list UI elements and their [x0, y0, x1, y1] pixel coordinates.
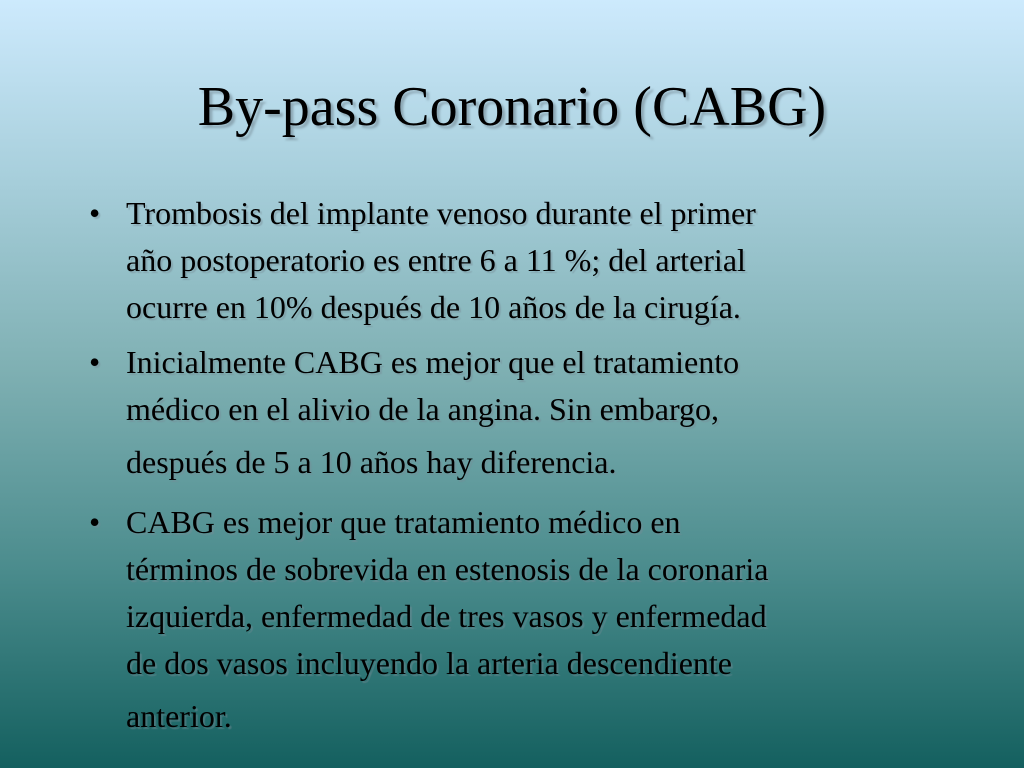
bullet-list — [83, 190, 943, 745]
bullet-text-line: términos de sobrevida en estenosis de la coronaria — [126, 551, 769, 587]
bullet-marker: • — [89, 195, 101, 231]
bullet-text-line: ocurre en 10% después de 10 años de la cirugía. — [126, 289, 741, 325]
bullet-text-line: Trombosis del implante venoso durante el primer — [126, 195, 756, 231]
bullet-text-line: CABG es mejor que tratamiento médico en — [126, 504, 681, 540]
bullet-item — [83, 499, 943, 745]
slide-title: By-pass Coronario (CABG) — [197, 76, 827, 138]
bullet-item — [83, 339, 943, 491]
bullet-item — [83, 190, 943, 331]
bullet-text-line: año postoperatorio es entre 6 a 11 %; del arterial — [126, 242, 746, 278]
bullet-text-line: anterior. — [126, 698, 232, 734]
bullet-text-line: después de 5 a 10 años hay diferencia. — [126, 444, 617, 480]
bullet-marker: • — [89, 504, 101, 540]
bullet-text-line: izquierda, enfermedad de tres vasos y enfermedad — [126, 598, 767, 634]
bullet-text-line: de dos vasos incluyendo la arteria descendiente — [126, 645, 732, 681]
bullet-marker: • — [89, 344, 101, 380]
bullet-text-line: Inicialmente CABG es mejor que el tratamiento — [126, 344, 740, 380]
bullet-text-line: médico en el alivio de la angina. Sin embargo, — [126, 391, 720, 427]
